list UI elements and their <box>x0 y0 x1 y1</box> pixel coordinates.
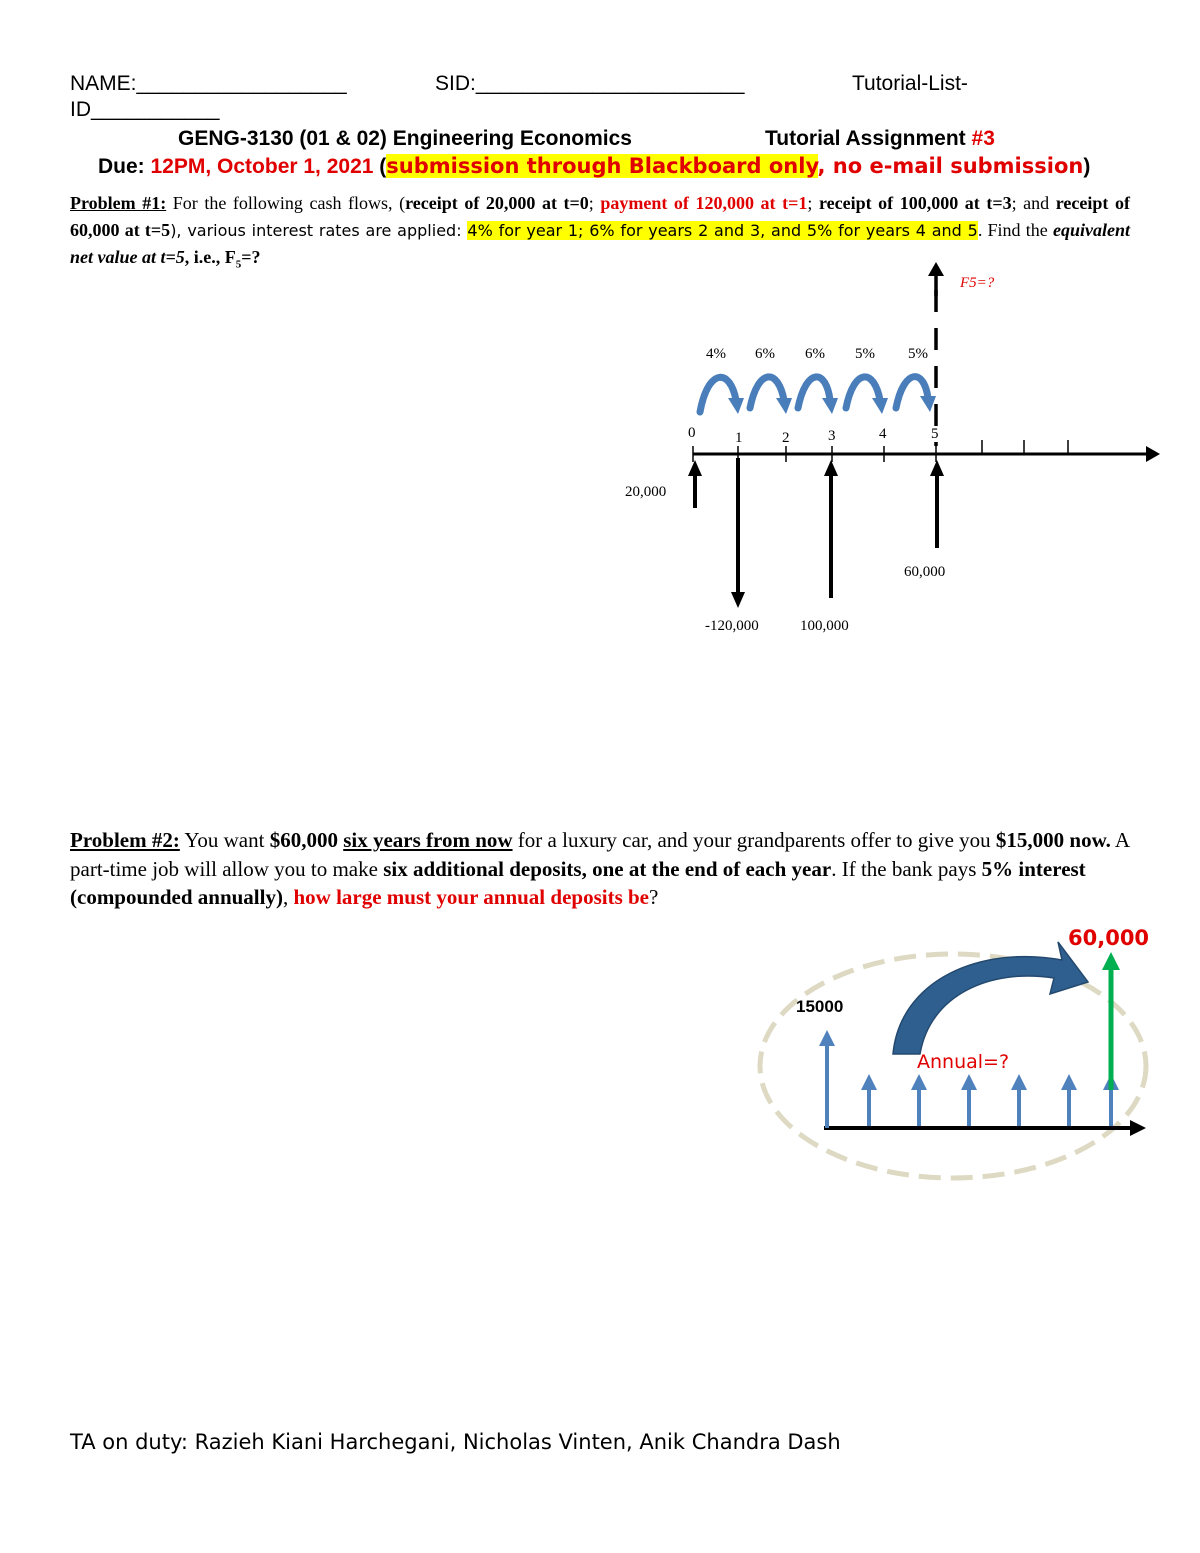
rate-label-1: 4% <box>706 346 726 362</box>
target-amount: $60,000 <box>269 828 338 852</box>
rate-label-3: 6% <box>805 346 825 362</box>
assignment-number: #3 <box>971 127 995 150</box>
name-label: NAME: <box>70 72 137 95</box>
problem-1-text-5: , i.e., F <box>184 247 236 267</box>
problem-2-text-1: You want <box>179 828 270 852</box>
tick-1: 1 <box>735 430 743 446</box>
future-value-arrowhead <box>1102 952 1120 970</box>
problem-2-text-3: A part-time job will allow you to make <box>70 828 1129 881</box>
problem-2-text-5: , <box>282 885 294 909</box>
f5-label: F5=? <box>960 275 995 291</box>
problem-2-text-4: . If the bank pays <box>831 856 982 881</box>
tick-3: 3 <box>828 428 836 444</box>
gift-amount: $15,000 now. <box>995 828 1111 852</box>
problem-2-text-6: ? <box>649 885 659 909</box>
problem-1-text-2: ; and <box>1011 193 1056 213</box>
submission-note: submission through Blackboard only <box>386 154 818 178</box>
tick-2: 2 <box>782 430 790 446</box>
interest-terms: 5% interest (compounded annually) <box>70 856 1086 909</box>
receipt-1: receipt of 20,000 at t=0 <box>405 193 589 213</box>
flow-label-t0: 20,000 <box>625 484 667 500</box>
ta-on-duty: TA on duty: Razieh Kiani Harchegani, Nicholas Vinten, Anik Chandra Dash <box>70 1430 841 1454</box>
payment-1: payment of 120,000 at t=1 <box>600 193 808 213</box>
flow-label-t1: -120,000 <box>705 618 759 634</box>
big-curved-arrow <box>893 942 1088 1054</box>
separator-2: ; <box>807 193 819 213</box>
tutorial-list-label: Tutorial-List- <box>852 72 968 95</box>
problem-1-label: Problem #1: <box>70 193 167 213</box>
submission-open: ( <box>373 155 387 178</box>
course-title: GENG-3130 (01 & 02) Engineering Economics <box>178 127 632 150</box>
due-label: Due: <box>98 155 151 178</box>
problem-2-question: how large must your annual deposits be <box>293 885 649 909</box>
problem-1-text-6: =? <box>241 247 261 267</box>
rate-label-5: 5% <box>908 346 928 362</box>
tick-5: 5 <box>931 426 939 442</box>
equivalent-value: equivalent net value at t=5 <box>70 219 1130 267</box>
submission-close: ) <box>1083 155 1091 178</box>
tick-4: 4 <box>879 426 887 442</box>
name-blank: __________________ <box>136 72 347 95</box>
interest-rates: 4% for year 1; 6% for years 2 and 3, and 5% for years 4 and 5 <box>467 220 978 240</box>
separator-1: ; <box>588 193 601 213</box>
p2-axis-arrowhead <box>1130 1120 1146 1136</box>
annual-deposit-arrows <box>869 1088 1111 1126</box>
annual-label: Annual=? <box>917 1051 1010 1073</box>
problem-1-text-3: ), various interest rates are applied: <box>170 220 468 240</box>
problem-1-text-1: For the following cash flows, ( <box>166 193 406 213</box>
due-date: 12PM, October 1, 2021 <box>150 155 374 178</box>
problem-2-label: Problem #2: <box>70 828 180 852</box>
flow-label-t5: 60,000 <box>904 564 946 580</box>
tick-0: 0 <box>688 425 696 441</box>
problem-2-text-2: for a luxury car, and your grandparents offer to give you <box>512 828 996 852</box>
flow-label-t3: 100,000 <box>800 618 849 634</box>
initial-label: 15000 <box>796 997 844 1016</box>
six-deposits: six additional deposits, one at the end of each year <box>383 856 832 881</box>
assignment-prefix: Tutorial Assignment <box>765 127 972 150</box>
sid-label: SID: <box>435 72 476 95</box>
initial-deposit-arrowhead <box>819 1030 835 1046</box>
six-years-from-now: six years from now <box>343 828 513 852</box>
submission-rest: , no e-mail submission <box>817 154 1084 178</box>
rate-label-4: 5% <box>855 346 875 362</box>
problem-1-text-4: . Find the <box>977 219 1053 240</box>
id-label: ID <box>70 98 91 121</box>
receipt-3: receipt of 60,000 at t=5 <box>70 193 1130 240</box>
target-label: 60,000 <box>1068 926 1150 950</box>
f-subscript: 5 <box>235 258 242 271</box>
annual-deposit-arrowheads <box>861 1074 1119 1090</box>
sid-blank: _______________________ <box>475 72 745 95</box>
receipt-2: receipt of 100,000 at t=3 <box>818 193 1012 213</box>
id-blank: ___________ <box>91 98 220 121</box>
rate-label-2: 6% <box>755 346 775 362</box>
